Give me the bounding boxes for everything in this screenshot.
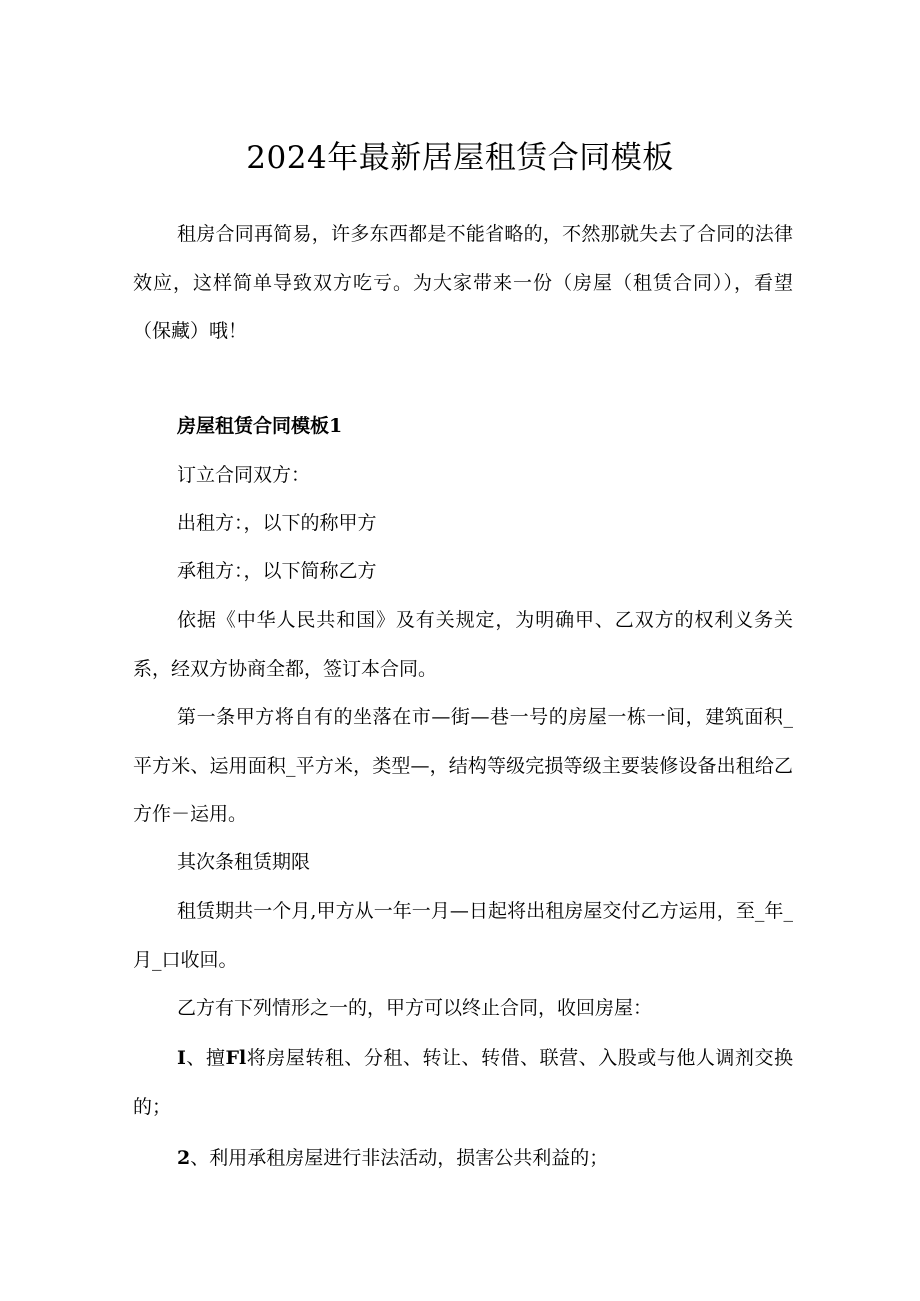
article2-heading: 其次条租赁期限: [177, 851, 311, 873]
section-heading: 房屋租赁合同模板1: [177, 415, 343, 437]
list-item-1-fl: Fl: [225, 1047, 247, 1069]
term-paragraph: 租赁期共一个月,甲方从一年一月—日起将出租房屋交付乙方运用，至_年_月_口收回。: [133, 900, 793, 971]
lessor-line: 出租方：，以下的称甲方: [177, 512, 377, 534]
parties-heading: 订立合同双方：: [177, 464, 311, 486]
list-item-1-text: 、擅: [185, 1047, 226, 1069]
article1-paragraph: 第一条甲方将自有的坐落在市—街—巷一号的房屋一栋一间，建筑面积_平方米、运用面积_平方米，类型—，结构等级完损等级主要装修设备出租给乙方作－运用。: [133, 706, 793, 825]
termination-intro: 乙方有下列情形之一的，甲方可以终止合同，收回房屋：: [177, 997, 653, 1019]
list-item-2: [177, 1134, 608, 1183]
intro-paragraph: 租房合同再简易，许多东西都是不能省略的，不然那就失去了合同的法律效应，这样简单导致双方吃亏。为大家带来一份（房屋（租赁合同）），看望（保藏）哦！: [133, 223, 793, 342]
list-item-2-number: 2: [177, 1147, 191, 1169]
list-item-2-text: 、利用承租房屋进行非法活动，损害公共利益的；: [190, 1147, 609, 1169]
document-title: 2024年最新居屋租赁合同模板: [246, 140, 674, 176]
lessee-line: 承租方：，以下简称乙方: [177, 560, 377, 582]
list-item-1-rest: 将房屋转租、分租、转让、转借、联营、入股或与他人调剂交换的；: [133, 1047, 793, 1118]
list-item-1-number: I: [177, 1047, 186, 1069]
basis-paragraph: 依据《中华人民共和国》及有关规定，为明确甲、乙双方的权利义务关系，经双方协商全都，签订本合同。: [133, 609, 793, 680]
list-item-1: [133, 1034, 793, 1131]
